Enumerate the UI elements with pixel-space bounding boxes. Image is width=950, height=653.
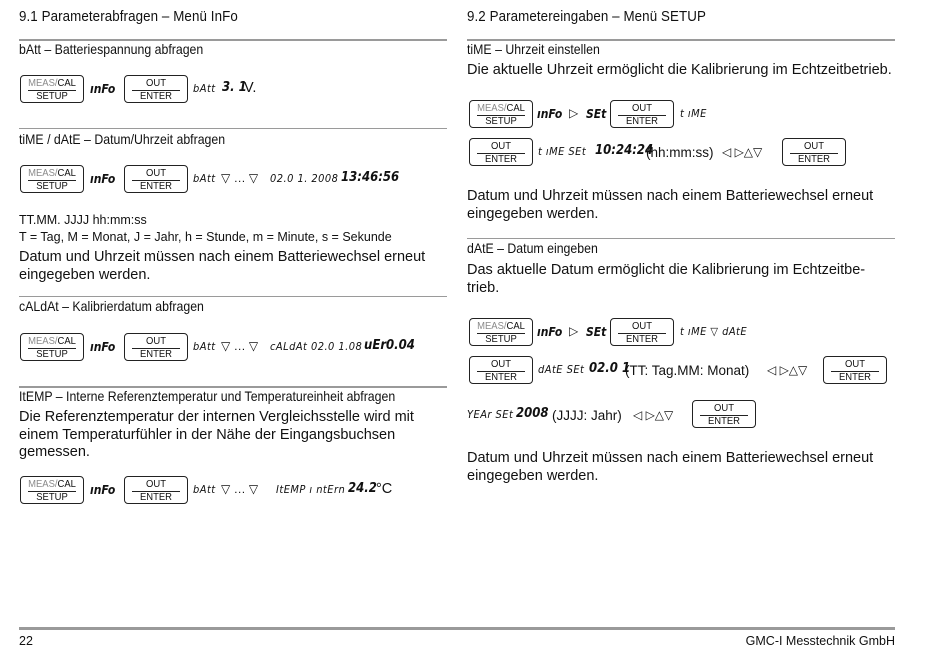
batt-unit: V. bbox=[244, 80, 257, 96]
legend-text: T = Tag, M = Monat, J = Jahr, h = Stunde, m = Minute, s = Sekunde bbox=[19, 230, 392, 244]
time-title: tiME / dAtE – Datum/Uhrzeit abfragen bbox=[19, 131, 226, 147]
display-date: 02.0 1 bbox=[589, 361, 631, 376]
time-set-text: Die aktuelle Uhrzeit ermöglicht die Kalibrierung im Echtzeitbetrieb. bbox=[467, 62, 892, 78]
out-enter-key: OUT ENTER bbox=[124, 165, 188, 193]
battery-note: Datum und Uhrzeit müssen nach einem Batteriewechsel erneut eingegeben werden. bbox=[467, 450, 874, 484]
nav-arrows: ▽ … ▽ bbox=[221, 339, 259, 353]
out-enter-key: OUT ENTER bbox=[692, 400, 756, 428]
meas-cal-setup-key: MEAS/CAL SETUP bbox=[20, 476, 84, 504]
batt-title: bAtt – Batteriespannung abfragen bbox=[19, 41, 204, 57]
temp-text: Die Referenztemperatur der internen Vergleichsstelle wird mit einem Temperaturfühler in der Nähe der Eingangsbuchsen gemessen. bbox=[19, 409, 414, 460]
display-batt: bAtt bbox=[193, 483, 216, 496]
date-set-text: Das aktuelle Datum ermöglicht die Kalibrierung im Echtzeitbetrieb. bbox=[467, 262, 866, 296]
display-set: SEt bbox=[586, 107, 607, 121]
out-enter-key: OUT ENTER bbox=[124, 476, 188, 504]
out-enter-key: OUT ENTER bbox=[124, 333, 188, 361]
battery-note: Datum und Uhrzeit müssen nach einem Batteriewechsel erneut eingegeben werden. bbox=[467, 188, 874, 222]
battery-note: Datum und Uhrzeit müssen nach einem Batteriewechsel erneut eingegeben werden. bbox=[19, 249, 426, 283]
display-batt: bAtt bbox=[193, 172, 216, 185]
out-enter-key: OUT ENTER bbox=[823, 356, 887, 384]
nav-arrows: ▽ … ▽ bbox=[221, 482, 259, 496]
out-enter-key: OUT ENTER bbox=[610, 100, 674, 128]
display-info: ınFo bbox=[90, 172, 116, 186]
meas-cal-setup-key: MEAS/CAL SETUP bbox=[469, 100, 533, 128]
meas-cal-setup-key: MEAS/CAL SETUP bbox=[20, 75, 84, 103]
display-ver: uEr bbox=[364, 338, 387, 353]
batt-value: 3. 1 bbox=[222, 80, 247, 95]
divider bbox=[467, 238, 895, 239]
display-clock: 13:46:56 bbox=[341, 170, 400, 185]
meas-cal-setup-key: MEAS/CAL SETUP bbox=[20, 333, 84, 361]
company-name: GMC-I Messtechnik GmbH bbox=[745, 634, 895, 648]
display-itemp: ItEMP ı ntErn bbox=[276, 483, 346, 496]
format-text: TT.MM. JJJJ hh:mm:ss bbox=[19, 213, 147, 227]
footer-divider bbox=[19, 627, 895, 630]
cal-title: cALdAt – Kalibrierdatum abfragen bbox=[19, 298, 204, 314]
meas-cal-setup-key: MEAS/CAL SETUP bbox=[20, 165, 84, 193]
display-info: ınFo bbox=[90, 340, 116, 354]
arrow-right-icon: ▷ bbox=[569, 324, 579, 338]
page-number: 22 bbox=[19, 634, 33, 648]
out-enter-key: OUT ENTER bbox=[469, 138, 533, 166]
time-format: (hh:mm:ss) bbox=[646, 145, 714, 160]
display-info: ınFo bbox=[537, 107, 563, 121]
nav-arrows: ▽ … ▽ bbox=[221, 171, 259, 185]
time-set-title: tiME – Uhrzeit einstellen bbox=[467, 41, 600, 57]
display-set: SEt bbox=[586, 325, 607, 339]
display-year: 2008 bbox=[516, 406, 549, 421]
meas-cal-setup-key: MEAS/CAL SETUP bbox=[469, 318, 533, 346]
display-info: ınFo bbox=[90, 483, 116, 497]
display-date: 02.0 1. 2008 bbox=[270, 172, 339, 185]
section-heading-9-1: 9.1 Parameterabfragen – Menü InFo bbox=[19, 9, 238, 25]
display-time-date: t ıME ▽ dAtE bbox=[680, 325, 748, 338]
out-enter-key: OUT ENTER bbox=[610, 318, 674, 346]
date-set-title: dAtE – Datum eingeben bbox=[467, 240, 598, 256]
out-enter-key: OUT ENTER bbox=[782, 138, 846, 166]
display-clock: 10:24:24 bbox=[595, 143, 654, 158]
divider bbox=[19, 296, 447, 297]
arrow-right-icon: ▷ bbox=[569, 106, 579, 120]
out-enter-key: OUT ENTER bbox=[469, 356, 533, 384]
display-batt: bAtt bbox=[193, 340, 216, 353]
display-date-set: dAtE SEt bbox=[538, 363, 585, 376]
temp-value: 24.2 bbox=[348, 481, 377, 496]
nav-arrows: ◁ ▷△▽ bbox=[633, 408, 674, 422]
nav-arrows: ◁ ▷△▽ bbox=[722, 145, 763, 159]
display-batt: bAtt bbox=[193, 82, 216, 95]
temp-unit: °C bbox=[376, 481, 393, 497]
section-heading-9-2: 9.2 Parametereingaben – Menü SETUP bbox=[467, 9, 706, 25]
temp-title: ItEMP – Interne Referenztemperatur und Temperatureinheit abfragen bbox=[19, 388, 396, 404]
out-enter-key: OUT ENTER bbox=[124, 75, 188, 103]
display-info: ınFo bbox=[90, 82, 116, 96]
date-format: (TT: Tag.MM: Monat) bbox=[625, 363, 750, 378]
display-year-set: YEAr SEt bbox=[467, 408, 514, 421]
nav-arrows: ◁ ▷△▽ bbox=[767, 363, 808, 377]
display-info: ınFo bbox=[537, 325, 563, 339]
display-time: t ıME bbox=[680, 107, 707, 120]
display-caldat: cALdAt 02.0 1.08 bbox=[270, 340, 363, 353]
ver-value: 0.04 bbox=[386, 338, 415, 353]
display-time-set: t ıME SEt bbox=[538, 145, 587, 158]
divider bbox=[19, 128, 447, 129]
year-format: (JJJJ: Jahr) bbox=[552, 408, 622, 423]
